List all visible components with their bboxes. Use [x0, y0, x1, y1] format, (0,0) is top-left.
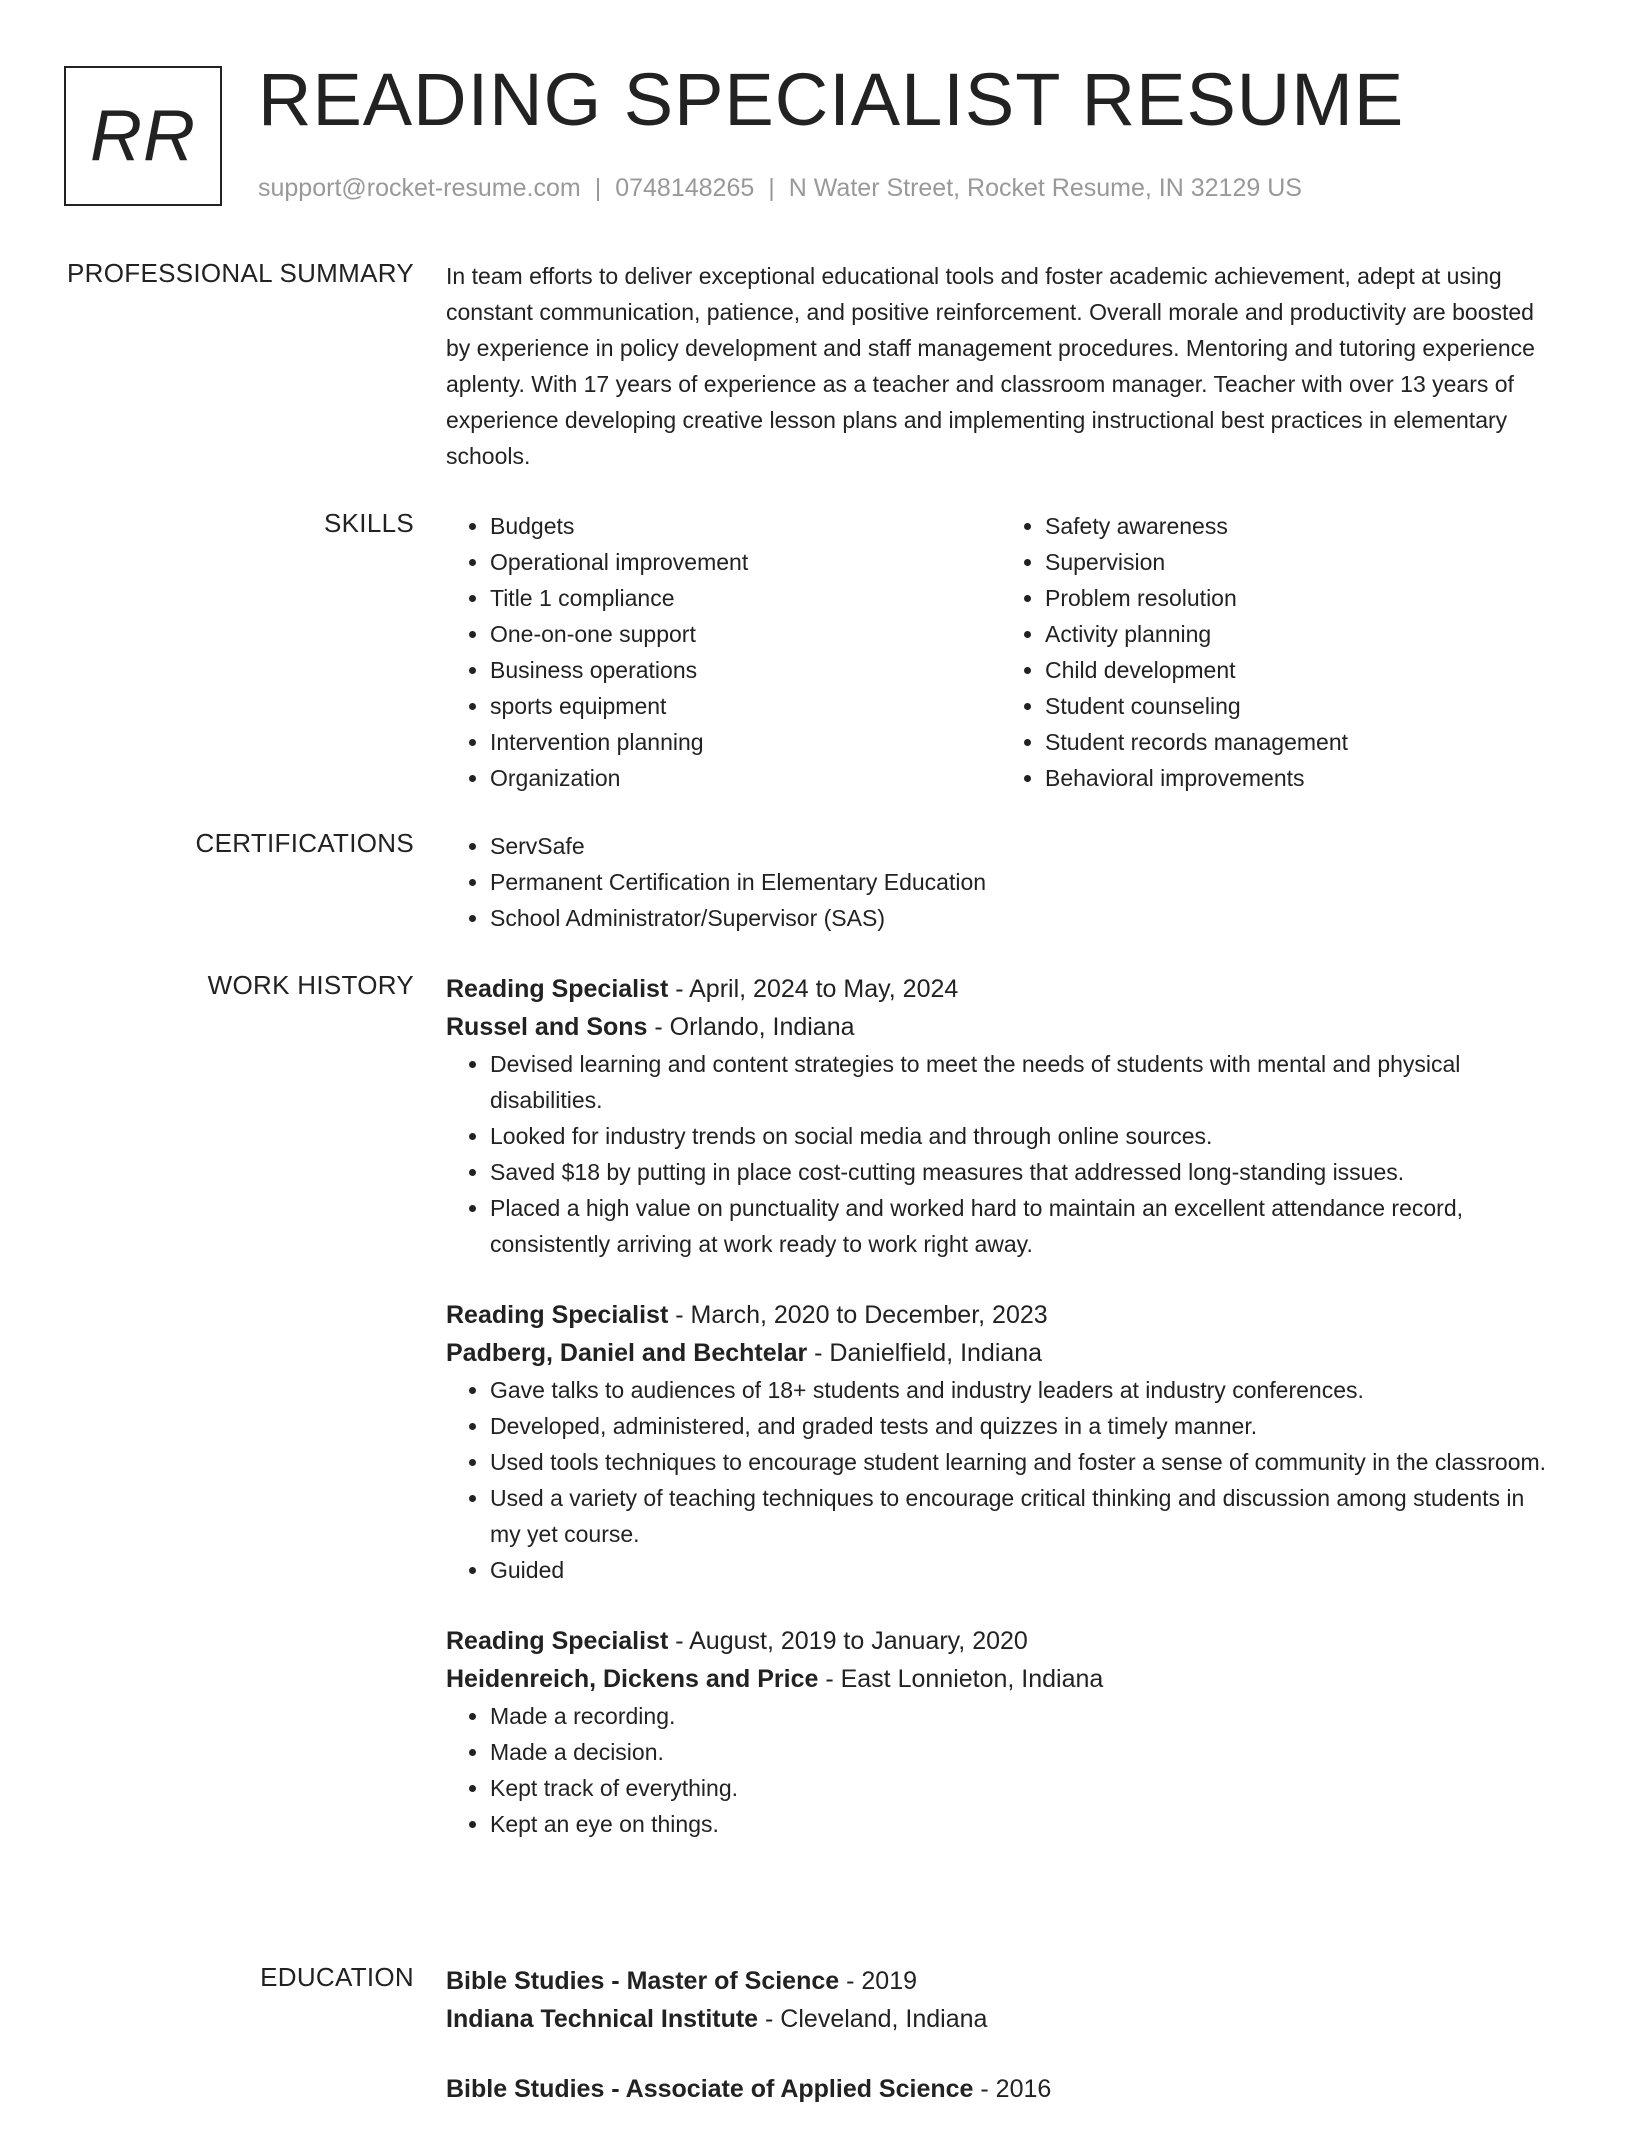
- education-year: - 2019: [839, 1967, 918, 1995]
- skill-item: • Student records management: [1045, 724, 1556, 760]
- skill-item: • Safety awareness: [1045, 508, 1556, 544]
- skills-list-left: [446, 508, 1001, 796]
- contact-address: N Water Street, Rocket Resume, IN 32129 US: [788, 174, 1302, 202]
- certification-item: • ServSafe: [490, 828, 1556, 864]
- education-degree: Bible Studies - Master of Science: [446, 1967, 840, 1995]
- job-entry: [446, 970, 1556, 1262]
- job-title: Reading Specialist: [446, 1301, 669, 1329]
- certifications-list: [446, 828, 1556, 936]
- skill-item: • Activity planning: [1045, 616, 1556, 652]
- job-duty: • Kept an eye on things.: [490, 1806, 1556, 1842]
- job-dates: - August, 2019 to January, 2020: [668, 1627, 1028, 1655]
- skill-item: • Title 1 compliance: [490, 580, 1001, 616]
- job-company-line: [446, 1334, 1556, 1372]
- job-location: - Danielfield, Indiana: [807, 1339, 1043, 1367]
- monogram-text: RR: [90, 96, 196, 176]
- skill-item: • Intervention planning: [490, 724, 1001, 760]
- job-company: Heidenreich, Dickens and Price: [446, 1665, 819, 1693]
- job-duty: • Made a recording.: [490, 1698, 1556, 1734]
- job-duty: • Used a variety of teaching techniques to encourage critical thinking and discussion among students in my yet course.: [490, 1480, 1556, 1552]
- skill-item: • Supervision: [1045, 544, 1556, 580]
- skill-item: • sports equipment: [490, 688, 1001, 724]
- job-duty: • Kept track of everything.: [490, 1770, 1556, 1806]
- education-school-line: [446, 2000, 1556, 2038]
- job-entry: [446, 1296, 1556, 1588]
- job-duty: • Guided: [490, 1552, 1556, 1588]
- education-year: - 2016: [973, 2075, 1052, 2103]
- job-title-line: [446, 1296, 1556, 1334]
- education-degree-line: [446, 1962, 1556, 2000]
- job-duties-list: [446, 1046, 1556, 1262]
- job-duty: • Devised learning and content strategies to meet the needs of students with mental and physical disabilities.: [490, 1046, 1556, 1118]
- contact-phone[interactable]: 0748148265: [615, 174, 755, 202]
- skill-item: • Operational improvement: [490, 544, 1001, 580]
- skill-item: • Organization: [490, 760, 1001, 796]
- education-entry: [446, 2070, 1556, 2108]
- job-duty: • Made a decision.: [490, 1734, 1556, 1770]
- job-entry: [446, 1622, 1556, 1842]
- job-duties-list: [446, 1372, 1556, 1588]
- section-heading-skills: SKILLS: [324, 508, 414, 538]
- contact-separator: |: [768, 174, 775, 202]
- education-degree-line: [446, 2070, 1556, 2108]
- job-duty: • Gave talks to audiences of 18+ students and industry leaders at industry conferences.: [490, 1372, 1556, 1408]
- education-entry: [446, 1962, 1556, 2038]
- education-degree: Bible Studies - Associate of Applied Science: [446, 2075, 974, 2103]
- job-title-line: [446, 1622, 1556, 1660]
- skill-item: • Business operations: [490, 652, 1001, 688]
- summary-text: In team efforts to deliver exceptional educational tools and foster academic achievement, adept at using constant communication, patience, and positive reinforcement. Overall morale and productivity are boosted by experience in policy development and staff management procedures. Mentoring and tutoring experience aplenty. With 17 years of experience as a teacher and classroom manager. Teacher with over 13 years of experience developing creative lesson plans and implementing instructional best practices in elementary schools.: [446, 263, 1535, 469]
- education-school: Indiana Technical Institute: [446, 2005, 759, 2033]
- job-dates: - March, 2020 to December, 2023: [668, 1301, 1048, 1329]
- job-duties-list: [446, 1698, 1556, 1842]
- job-duty: • Placed a high value on punctuality and worked hard to maintain an excellent attendance record, consistently arriving at work ready to work right away.: [490, 1190, 1556, 1262]
- education-location: - Cleveland, Indiana: [758, 2005, 988, 2033]
- job-duty: • Looked for industry trends on social media and through online sources.: [490, 1118, 1556, 1154]
- job-location: - Orlando, Indiana: [647, 1013, 855, 1041]
- resume-title: READING SPECIALIST RESUME: [258, 58, 1405, 141]
- job-duty: • Developed, administered, and graded tests and quizzes in a timely manner.: [490, 1408, 1556, 1444]
- job-company: Padberg, Daniel and Bechtelar: [446, 1339, 808, 1367]
- skills-columns: [446, 508, 1556, 796]
- section-heading-work-history: WORK HISTORY: [207, 970, 414, 1000]
- skill-item: • One-on-one support: [490, 616, 1001, 652]
- skills-list-right: [1001, 508, 1556, 796]
- certification-item: • Permanent Certification in Elementary Education: [490, 864, 1556, 900]
- job-company-line: [446, 1660, 1556, 1698]
- skill-item: • Behavioral improvements: [1045, 760, 1556, 796]
- job-title: Reading Specialist: [446, 975, 669, 1003]
- section-heading-summary: PROFESSIONAL SUMMARY: [67, 258, 414, 288]
- job-title: Reading Specialist: [446, 1627, 669, 1655]
- job-duty: • Saved $18 by putting in place cost-cutting measures that addressed long-standing issues.: [490, 1154, 1556, 1190]
- job-title-line: [446, 970, 1556, 1008]
- monogram-logo: [64, 66, 222, 206]
- skill-item: • Student counseling: [1045, 688, 1556, 724]
- contact-separator: |: [594, 174, 602, 202]
- job-dates: - April, 2024 to May, 2024: [668, 975, 959, 1003]
- job-location: - East Lonnieton, Indiana: [818, 1665, 1104, 1693]
- section-heading-certifications: CERTIFICATIONS: [195, 828, 414, 858]
- contact-line: [258, 174, 1302, 203]
- certification-item: • School Administrator/Supervisor (SAS): [490, 900, 1556, 936]
- contact-email[interactable]: support@rocket-resume.com: [258, 174, 581, 202]
- job-company-line: [446, 1008, 1556, 1046]
- job-company: Russel and Sons: [446, 1013, 648, 1041]
- skill-item: • Child development: [1045, 652, 1556, 688]
- skill-item: • Problem resolution: [1045, 580, 1556, 616]
- section-heading-education: EDUCATION: [260, 1962, 414, 1992]
- job-duty: • Used tools techniques to encourage student learning and foster a sense of community in the classroom.: [490, 1444, 1556, 1480]
- skill-item: • Budgets: [490, 508, 1001, 544]
